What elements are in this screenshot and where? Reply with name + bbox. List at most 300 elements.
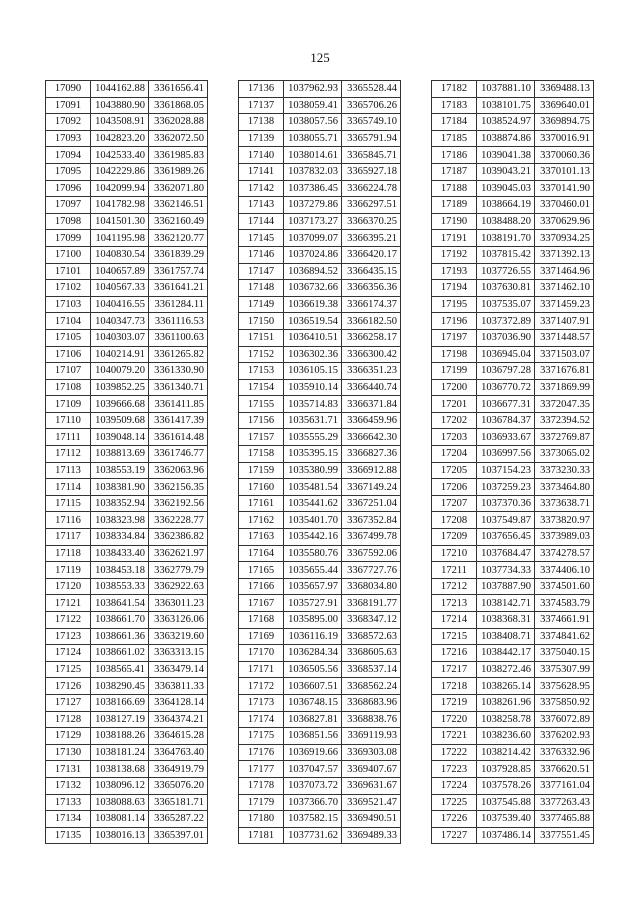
table-row	[46, 711, 208, 728]
point-id-cell: 17113	[46, 462, 91, 479]
table-row	[432, 197, 594, 214]
y-coordinate-cell: 3368034.80	[342, 578, 401, 595]
y-coordinate-cell: 3368347.12	[342, 612, 401, 629]
table-row	[46, 562, 208, 579]
y-coordinate-cell: 3369521.47	[342, 794, 401, 811]
y-coordinate-cell: 3371869.99	[535, 379, 594, 396]
table-row	[46, 346, 208, 363]
x-coordinate-cell: 1042823.20	[91, 130, 149, 147]
point-id-cell: 17164	[239, 545, 284, 562]
table-row	[432, 412, 594, 429]
point-id-cell: 17196	[432, 313, 477, 330]
point-id-cell: 17223	[432, 761, 477, 778]
x-coordinate-cell: 1035895.00	[284, 612, 342, 629]
table-row	[432, 495, 594, 512]
table-row	[239, 197, 401, 214]
table-row	[46, 545, 208, 562]
point-id-cell: 17101	[46, 263, 91, 280]
point-id-cell: 17099	[46, 230, 91, 247]
point-id-cell: 17176	[239, 744, 284, 761]
x-coordinate-cell: 1039043.21	[477, 163, 535, 180]
table-row	[239, 81, 401, 98]
point-id-cell: 17132	[46, 777, 91, 794]
y-coordinate-cell: 3362621.97	[149, 545, 208, 562]
table-row	[432, 545, 594, 562]
y-coordinate-cell: 3366174.37	[342, 296, 401, 313]
y-coordinate-cell: 3366371.84	[342, 396, 401, 413]
table-row	[432, 512, 594, 529]
point-id-cell: 17152	[239, 346, 284, 363]
y-coordinate-cell: 3365528.44	[342, 81, 401, 98]
table-row	[239, 462, 401, 479]
table-row	[432, 363, 594, 380]
x-coordinate-cell: 1036945.04	[477, 346, 535, 363]
x-coordinate-cell: 1035442.16	[284, 529, 342, 546]
table-row	[239, 595, 401, 612]
table-row	[432, 263, 594, 280]
y-coordinate-cell: 3365181.71	[149, 794, 208, 811]
point-id-cell: 17206	[432, 479, 477, 496]
table-row	[432, 147, 594, 164]
point-id-cell: 17213	[432, 595, 477, 612]
table-row	[239, 280, 401, 297]
table-row	[46, 744, 208, 761]
x-coordinate-cell: 1038188.26	[91, 728, 149, 745]
x-coordinate-cell: 1036894.52	[284, 263, 342, 280]
point-id-cell: 17117	[46, 529, 91, 546]
point-id-cell: 17160	[239, 479, 284, 496]
point-id-cell: 17147	[239, 263, 284, 280]
point-id-cell: 17151	[239, 329, 284, 346]
y-coordinate-cell: 3366297.51	[342, 197, 401, 214]
point-id-cell: 17118	[46, 545, 91, 562]
y-coordinate-cell: 3371459.23	[535, 296, 594, 313]
point-id-cell: 17103	[46, 296, 91, 313]
point-id-cell: 17135	[46, 827, 91, 844]
point-id-cell: 17150	[239, 313, 284, 330]
x-coordinate-cell: 1038290.45	[91, 678, 149, 695]
y-coordinate-cell: 3363811.33	[149, 678, 208, 695]
x-coordinate-cell: 1037815.42	[477, 246, 535, 263]
point-id-cell: 17181	[239, 827, 284, 844]
point-id-cell: 17214	[432, 612, 477, 629]
table-row	[46, 728, 208, 745]
point-id-cell: 17090	[46, 81, 91, 98]
table-row	[46, 446, 208, 463]
point-id-cell: 17161	[239, 495, 284, 512]
x-coordinate-cell: 1037279.86	[284, 197, 342, 214]
point-id-cell: 17157	[239, 429, 284, 446]
y-coordinate-cell: 3371676.81	[535, 363, 594, 380]
table-row	[46, 81, 208, 98]
table-row	[239, 495, 401, 512]
point-id-cell: 17177	[239, 761, 284, 778]
x-coordinate-cell: 1036519.54	[284, 313, 342, 330]
table-row	[46, 811, 208, 828]
y-coordinate-cell: 3373230.33	[535, 462, 594, 479]
x-coordinate-cell: 1038381.90	[91, 479, 149, 496]
point-id-cell: 17133	[46, 794, 91, 811]
y-coordinate-cell: 3366642.30	[342, 429, 401, 446]
x-coordinate-cell: 1038442.17	[477, 645, 535, 662]
table-row	[432, 595, 594, 612]
x-coordinate-cell: 1037928.85	[477, 761, 535, 778]
y-coordinate-cell: 3367499.78	[342, 529, 401, 546]
x-coordinate-cell: 1040567.33	[91, 280, 149, 297]
x-coordinate-cell: 1038096.12	[91, 777, 149, 794]
x-coordinate-cell: 1035631.71	[284, 412, 342, 429]
y-coordinate-cell: 3370141.90	[535, 180, 594, 197]
point-id-cell: 17212	[432, 578, 477, 595]
x-coordinate-cell: 1038261.96	[477, 694, 535, 711]
x-coordinate-cell: 1043508.91	[91, 114, 149, 131]
point-id-cell: 17189	[432, 197, 477, 214]
y-coordinate-cell: 3369490.51	[342, 811, 401, 828]
table-row	[46, 612, 208, 629]
y-coordinate-cell: 3361614.48	[149, 429, 208, 446]
point-id-cell: 17093	[46, 130, 91, 147]
y-coordinate-cell: 3361265.82	[149, 346, 208, 363]
x-coordinate-cell: 1038488.20	[477, 213, 535, 230]
x-coordinate-cell: 1040830.54	[91, 246, 149, 263]
table-row	[239, 97, 401, 114]
y-coordinate-cell: 3367727.76	[342, 562, 401, 579]
table-row	[46, 645, 208, 662]
x-coordinate-cell: 1042229.86	[91, 163, 149, 180]
point-id-cell: 17191	[432, 230, 477, 247]
x-coordinate-cell: 1041501.30	[91, 213, 149, 230]
y-coordinate-cell: 3372769.87	[535, 429, 594, 446]
x-coordinate-cell: 1043880.90	[91, 97, 149, 114]
y-coordinate-cell: 3376072.89	[535, 711, 594, 728]
y-coordinate-cell: 3374501.60	[535, 578, 594, 595]
x-coordinate-cell: 1038524.97	[477, 114, 535, 131]
table-row	[432, 661, 594, 678]
point-id-cell: 17131	[46, 761, 91, 778]
x-coordinate-cell: 1037832.03	[284, 163, 342, 180]
y-coordinate-cell: 3366258.17	[342, 329, 401, 346]
point-id-cell: 17195	[432, 296, 477, 313]
x-coordinate-cell: 1037154.23	[477, 462, 535, 479]
x-coordinate-cell: 1037036.90	[477, 329, 535, 346]
point-id-cell: 17192	[432, 246, 477, 263]
x-coordinate-cell: 1038101.75	[477, 97, 535, 114]
x-coordinate-cell: 1038258.78	[477, 711, 535, 728]
y-coordinate-cell: 3367149.24	[342, 479, 401, 496]
table-row	[432, 163, 594, 180]
x-coordinate-cell: 1038553.33	[91, 578, 149, 595]
point-id-cell: 17173	[239, 694, 284, 711]
y-coordinate-cell: 3366300.42	[342, 346, 401, 363]
table-row	[432, 562, 594, 579]
table-row	[239, 512, 401, 529]
y-coordinate-cell: 3369303.08	[342, 744, 401, 761]
y-coordinate-cell: 3377161.04	[535, 777, 594, 794]
y-coordinate-cell: 3377551.45	[535, 827, 594, 844]
point-id-cell: 17112	[46, 446, 91, 463]
y-coordinate-cell: 3370016.91	[535, 130, 594, 147]
point-id-cell: 17129	[46, 728, 91, 745]
point-id-cell: 17109	[46, 396, 91, 413]
point-id-cell: 17211	[432, 562, 477, 579]
x-coordinate-cell: 1036851.56	[284, 728, 342, 745]
y-coordinate-cell: 3362072.50	[149, 130, 208, 147]
y-coordinate-cell: 3362146.51	[149, 197, 208, 214]
point-id-cell: 17139	[239, 130, 284, 147]
x-coordinate-cell: 1040079.20	[91, 363, 149, 380]
table-row	[239, 612, 401, 629]
x-coordinate-cell: 1036505.56	[284, 661, 342, 678]
point-id-cell: 17092	[46, 114, 91, 131]
point-id-cell: 17217	[432, 661, 477, 678]
table-row	[239, 777, 401, 794]
table-row	[239, 396, 401, 413]
point-id-cell: 17219	[432, 694, 477, 711]
y-coordinate-cell: 3363126.06	[149, 612, 208, 629]
x-coordinate-cell: 1039048.14	[91, 429, 149, 446]
x-coordinate-cell: 1037545.88	[477, 794, 535, 811]
point-id-cell: 17210	[432, 545, 477, 562]
x-coordinate-cell: 1044162.88	[91, 81, 149, 98]
table-row	[46, 529, 208, 546]
y-coordinate-cell: 3368537.14	[342, 661, 401, 678]
table-row	[46, 263, 208, 280]
x-coordinate-cell: 1036105.15	[284, 363, 342, 380]
y-coordinate-cell: 3365076.20	[149, 777, 208, 794]
y-coordinate-cell: 3366440.74	[342, 379, 401, 396]
y-coordinate-cell: 3367251.04	[342, 495, 401, 512]
table-row	[46, 379, 208, 396]
table-row	[432, 628, 594, 645]
x-coordinate-cell: 1038191.70	[477, 230, 535, 247]
table-row	[432, 529, 594, 546]
x-coordinate-cell: 1037630.81	[477, 280, 535, 297]
y-coordinate-cell: 3362228.77	[149, 512, 208, 529]
table-row	[46, 761, 208, 778]
point-id-cell: 17224	[432, 777, 477, 794]
table-row	[239, 412, 401, 429]
y-coordinate-cell: 3368605.63	[342, 645, 401, 662]
table-row	[46, 197, 208, 214]
point-id-cell: 17122	[46, 612, 91, 629]
y-coordinate-cell: 3366351.23	[342, 363, 401, 380]
x-coordinate-cell: 1038055.71	[284, 130, 342, 147]
y-coordinate-cell: 3365749.10	[342, 114, 401, 131]
x-coordinate-cell: 1035655.44	[284, 562, 342, 579]
point-id-cell: 17226	[432, 811, 477, 828]
point-id-cell: 17171	[239, 661, 284, 678]
x-coordinate-cell: 1037881.10	[477, 81, 535, 98]
x-coordinate-cell: 1038323.98	[91, 512, 149, 529]
x-coordinate-cell: 1035910.14	[284, 379, 342, 396]
y-coordinate-cell: 3375307.99	[535, 661, 594, 678]
point-id-cell: 17185	[432, 130, 477, 147]
y-coordinate-cell: 3362160.49	[149, 213, 208, 230]
y-coordinate-cell: 3377465.88	[535, 811, 594, 828]
table-row	[239, 562, 401, 579]
x-coordinate-cell: 1038661.02	[91, 645, 149, 662]
table-row	[432, 280, 594, 297]
table-row	[46, 147, 208, 164]
x-coordinate-cell: 1037024.86	[284, 246, 342, 263]
x-coordinate-cell: 1037539.40	[477, 811, 535, 828]
point-id-cell: 17165	[239, 562, 284, 579]
table-row	[46, 794, 208, 811]
y-coordinate-cell: 3366459.96	[342, 412, 401, 429]
table-row	[432, 811, 594, 828]
x-coordinate-cell: 1036677.31	[477, 396, 535, 413]
point-id-cell: 17144	[239, 213, 284, 230]
point-id-cell: 17145	[239, 230, 284, 247]
x-coordinate-cell: 1036607.51	[284, 678, 342, 695]
y-coordinate-cell: 3373638.71	[535, 495, 594, 512]
table-row	[239, 728, 401, 745]
point-id-cell: 17166	[239, 578, 284, 595]
point-id-cell: 17143	[239, 197, 284, 214]
y-coordinate-cell: 3366435.15	[342, 263, 401, 280]
x-coordinate-cell: 1037486.14	[477, 827, 535, 844]
y-coordinate-cell: 3365845.71	[342, 147, 401, 164]
x-coordinate-cell: 1035657.97	[284, 578, 342, 595]
point-id-cell: 17124	[46, 645, 91, 662]
table-row	[432, 97, 594, 114]
table-row	[239, 296, 401, 313]
table-row	[239, 661, 401, 678]
point-id-cell: 17204	[432, 446, 477, 463]
point-id-cell: 17190	[432, 213, 477, 230]
x-coordinate-cell: 1038127.19	[91, 711, 149, 728]
table-row	[46, 495, 208, 512]
y-coordinate-cell: 3372394.52	[535, 412, 594, 429]
table-row	[239, 545, 401, 562]
table-row	[239, 163, 401, 180]
x-coordinate-cell: 1037684.47	[477, 545, 535, 562]
point-id-cell: 17215	[432, 628, 477, 645]
x-coordinate-cell: 1035441.62	[284, 495, 342, 512]
y-coordinate-cell: 3374406.10	[535, 562, 594, 579]
y-coordinate-cell: 3362779.79	[149, 562, 208, 579]
y-coordinate-cell: 3368572.63	[342, 628, 401, 645]
point-id-cell: 17183	[432, 97, 477, 114]
x-coordinate-cell: 1039041.38	[477, 147, 535, 164]
x-coordinate-cell: 1038661.36	[91, 628, 149, 645]
table-row	[46, 163, 208, 180]
table-row	[432, 313, 594, 330]
y-coordinate-cell: 3376620.51	[535, 761, 594, 778]
table-row	[239, 578, 401, 595]
x-coordinate-cell: 1038265.14	[477, 678, 535, 695]
y-coordinate-cell: 3368562.24	[342, 678, 401, 695]
y-coordinate-cell: 3371448.57	[535, 329, 594, 346]
x-coordinate-cell: 1037073.72	[284, 777, 342, 794]
table-row	[432, 794, 594, 811]
y-coordinate-cell: 3367352.84	[342, 512, 401, 529]
table-row	[239, 114, 401, 131]
y-coordinate-cell: 3362063.96	[149, 462, 208, 479]
point-id-cell: 17163	[239, 529, 284, 546]
x-coordinate-cell: 1038016.13	[91, 827, 149, 844]
table-row	[432, 213, 594, 230]
y-coordinate-cell: 3373065.02	[535, 446, 594, 463]
y-coordinate-cell: 3375850.92	[535, 694, 594, 711]
table-row	[432, 246, 594, 263]
y-coordinate-cell: 3362192.56	[149, 495, 208, 512]
point-id-cell: 17110	[46, 412, 91, 429]
y-coordinate-cell: 3368683.96	[342, 694, 401, 711]
point-id-cell: 17104	[46, 313, 91, 330]
x-coordinate-cell: 1036116.19	[284, 628, 342, 645]
point-id-cell: 17111	[46, 429, 91, 446]
y-coordinate-cell: 3362922.63	[149, 578, 208, 595]
table-row	[432, 379, 594, 396]
x-coordinate-cell: 1037386.45	[284, 180, 342, 197]
x-coordinate-cell: 1035401.70	[284, 512, 342, 529]
table-row	[46, 213, 208, 230]
table-row	[432, 346, 594, 363]
y-coordinate-cell: 3369489.33	[342, 827, 401, 844]
y-coordinate-cell: 3361656.41	[149, 81, 208, 98]
y-coordinate-cell: 3365706.26	[342, 97, 401, 114]
point-id-cell: 17120	[46, 578, 91, 595]
y-coordinate-cell: 3364919.79	[149, 761, 208, 778]
table-row	[432, 130, 594, 147]
x-coordinate-cell: 1040214.91	[91, 346, 149, 363]
table-row	[46, 628, 208, 645]
point-id-cell: 17125	[46, 661, 91, 678]
point-id-cell: 17137	[239, 97, 284, 114]
point-id-cell: 17216	[432, 645, 477, 662]
y-coordinate-cell: 3365287.22	[149, 811, 208, 828]
point-id-cell: 17095	[46, 163, 91, 180]
point-id-cell: 17091	[46, 97, 91, 114]
y-coordinate-cell: 3361284.11	[149, 296, 208, 313]
point-id-cell: 17207	[432, 495, 477, 512]
x-coordinate-cell: 1038433.40	[91, 545, 149, 562]
y-coordinate-cell: 3366827.36	[342, 446, 401, 463]
point-id-cell: 17138	[239, 114, 284, 131]
table-row	[239, 213, 401, 230]
table-row	[239, 827, 401, 844]
table-row	[46, 396, 208, 413]
table-row	[239, 313, 401, 330]
y-coordinate-cell: 3375040.15	[535, 645, 594, 662]
point-id-cell: 17182	[432, 81, 477, 98]
x-coordinate-cell: 1038453.18	[91, 562, 149, 579]
x-coordinate-cell: 1037370.36	[477, 495, 535, 512]
point-id-cell: 17202	[432, 412, 477, 429]
point-id-cell: 17208	[432, 512, 477, 529]
table-row	[432, 827, 594, 844]
point-id-cell: 17146	[239, 246, 284, 263]
point-id-cell: 17170	[239, 645, 284, 662]
table-row	[46, 180, 208, 197]
y-coordinate-cell: 3371464.96	[535, 263, 594, 280]
y-coordinate-cell: 3364615.28	[149, 728, 208, 745]
point-id-cell: 17148	[239, 280, 284, 297]
y-coordinate-cell: 3366182.50	[342, 313, 401, 330]
point-id-cell: 17197	[432, 329, 477, 346]
y-coordinate-cell: 3366395.21	[342, 230, 401, 247]
point-id-cell: 17220	[432, 711, 477, 728]
table-row	[432, 429, 594, 446]
x-coordinate-cell: 1039509.68	[91, 412, 149, 429]
table-row	[432, 396, 594, 413]
point-id-cell: 17130	[46, 744, 91, 761]
x-coordinate-cell: 1041782.98	[91, 197, 149, 214]
x-coordinate-cell: 1037582.15	[284, 811, 342, 828]
table-row	[46, 694, 208, 711]
table-row	[239, 711, 401, 728]
